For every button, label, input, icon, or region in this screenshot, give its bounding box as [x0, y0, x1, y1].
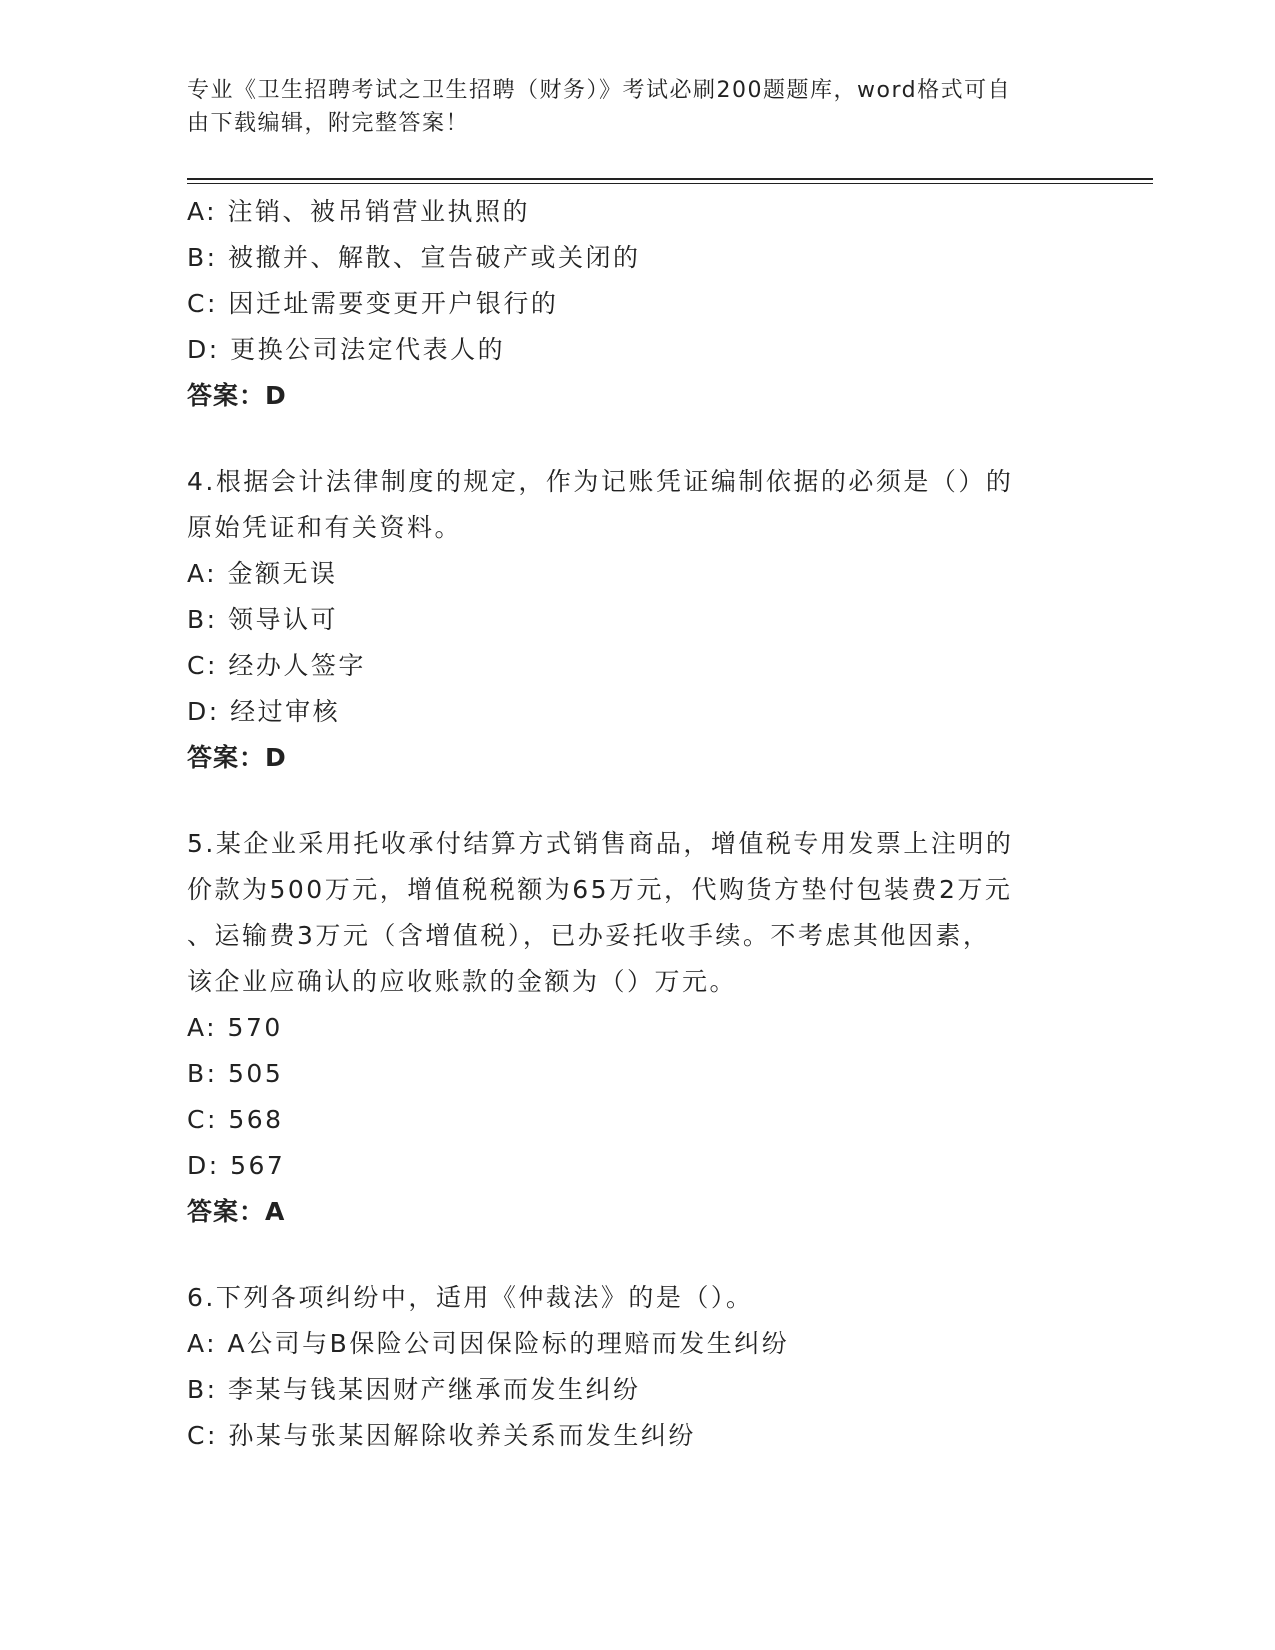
option-c: C: 孙某与张某因解除收养关系而发生纠纷	[187, 1421, 696, 1450]
answer: 答案：A	[187, 1197, 286, 1226]
question-text-line: 6.下列各项纠纷中，适用《仲裁法》的是（）。	[187, 1283, 754, 1312]
header-divider-thin	[187, 183, 1153, 184]
header-divider-thick	[187, 178, 1153, 180]
option-b: B: 被撤并、解散、宣告破产或关闭的	[187, 243, 641, 272]
question-text-line: 、运输费3万元（含增值税），已办妥托收手续。不考虑其他因素，	[187, 921, 991, 950]
header-line-2: 由下载编辑，附完整答案！	[187, 111, 470, 136]
question-6	[187, 1275, 1087, 1459]
spacer	[187, 419, 1087, 459]
option-a: A: 金额无误	[187, 559, 338, 588]
header-line-1: 专业《卫生招聘考试之卫生招聘（财务）》考试必刷200题题库，word格式可自	[187, 78, 1012, 103]
option-c: C: 经办人签字	[187, 651, 366, 680]
option-a: A: 570	[187, 1013, 283, 1042]
question-text-line: 价款为500万元，增值税税额为65万元，代购货方垫付包装费2万元	[187, 875, 1013, 904]
option-c: C: 568	[187, 1105, 284, 1134]
question-text-line: 该企业应确认的应收账款的金额为（）万元。	[187, 967, 738, 996]
option-b: B: 领导认可	[187, 605, 339, 634]
option-c: C: 因迁址需要变更开户银行的	[187, 289, 559, 318]
question-text-line: 4.根据会计法律制度的规定，作为记账凭证编制依据的必须是（）的	[187, 467, 1014, 496]
question-3-tail	[187, 189, 1087, 419]
spacer	[187, 781, 1087, 821]
question-text-line: 原始凭证和有关资料。	[187, 513, 463, 542]
question-text-line: 5.某企业采用托收承付结算方式销售商品，增值税专用发票上注明的	[187, 829, 1014, 858]
option-a: A: A公司与B保险公司因保险标的理赔而发生纠纷	[187, 1329, 790, 1358]
spacer	[187, 1235, 1087, 1275]
answer: 答案：D	[187, 743, 287, 772]
option-d: D: 经过审核	[187, 697, 341, 726]
question-list	[187, 189, 1087, 1459]
question-4	[187, 459, 1087, 781]
option-a: A: 注销、被吊销营业执照的	[187, 197, 531, 226]
option-d: D: 更换公司法定代表人的	[187, 335, 506, 364]
page-header	[187, 74, 1067, 140]
option-d: D: 567	[187, 1151, 286, 1180]
answer: 答案：D	[187, 381, 287, 410]
question-5	[187, 821, 1087, 1235]
option-b: B: 505	[187, 1059, 284, 1088]
option-b: B: 李某与钱某因财产继承而发生纠纷	[187, 1375, 641, 1404]
